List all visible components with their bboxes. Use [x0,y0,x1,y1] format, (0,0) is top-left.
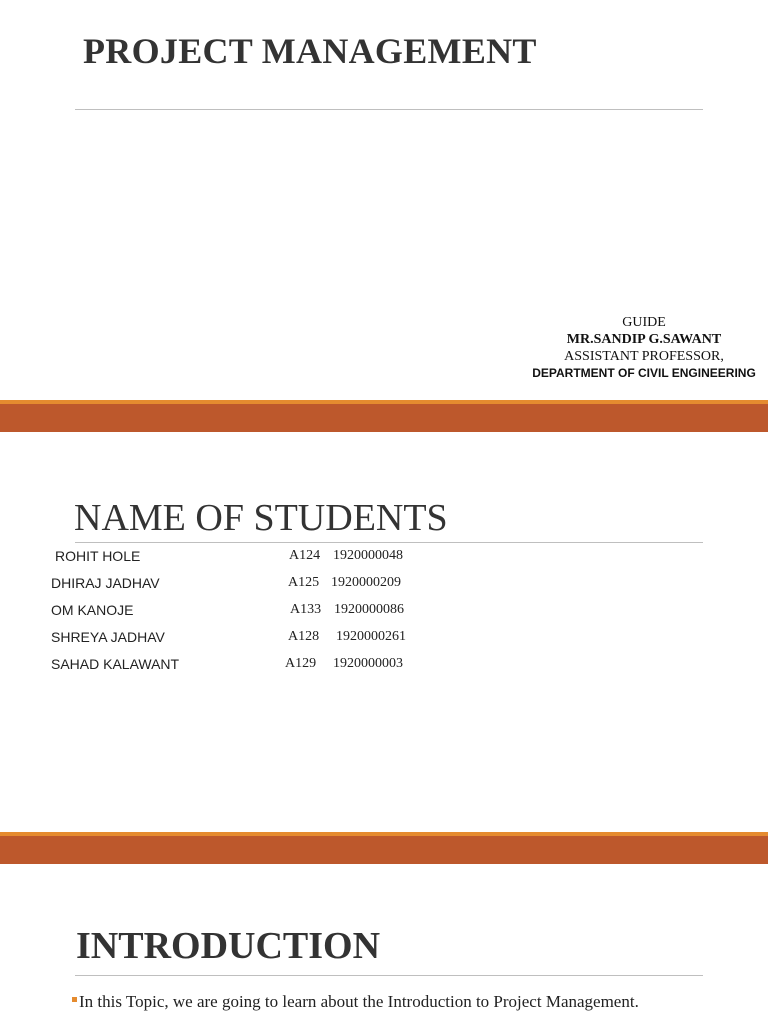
student-row [0,602,768,624]
student-name: OM KANOJE [51,602,134,618]
slide-separator [0,832,768,864]
student-roll: A124 [289,548,321,563]
slide-separator [0,400,768,432]
student-id: 1920000209 [331,575,401,590]
student-name: DHIRAJ JADHAV [51,575,160,591]
student-roll: A133 [290,602,322,617]
student-row [0,629,768,651]
student-id: 1920000003 [333,656,403,671]
slide-introduction [0,864,768,1024]
guide-role: ASSISTANT PROFESSOR, [564,349,724,364]
student-id: 1920000261 [336,629,406,644]
student-row [0,656,768,678]
students-divider [75,542,703,543]
student-roll: A125 [288,575,320,590]
guide-department: DEPARTMENT OF CIVIL ENGINEERING [532,366,756,380]
slide-title-heading: PROJECT MANAGEMENT [83,31,537,71]
student-roll: A128 [288,629,320,644]
introduction-divider [75,975,703,976]
title-divider [75,109,703,110]
bullet-text: In this Topic, we are going to learn about the Introduction to Project Management. [79,992,639,1011]
student-row [0,548,768,570]
slide-title [0,0,768,400]
guide-name: MR.SANDIP G.SAWANT [566,332,722,347]
bullet-item [72,992,752,1012]
student-name: ROHIT HOLE [55,548,141,564]
student-row [0,575,768,597]
student-name: SAHAD KALAWANT [51,656,180,672]
student-id: 1920000086 [334,602,404,617]
student-name: SHREYA JADHAV [51,629,165,645]
guide-block [520,314,768,382]
bullet-square-icon [72,997,77,1002]
guide-label: GUIDE [622,315,666,330]
student-id: 1920000048 [333,548,403,563]
introduction-heading: INTRODUCTION [76,925,381,967]
student-roll: A129 [285,656,317,671]
students-heading: NAME OF STUDENTS [74,497,448,539]
slide-students [0,432,768,832]
